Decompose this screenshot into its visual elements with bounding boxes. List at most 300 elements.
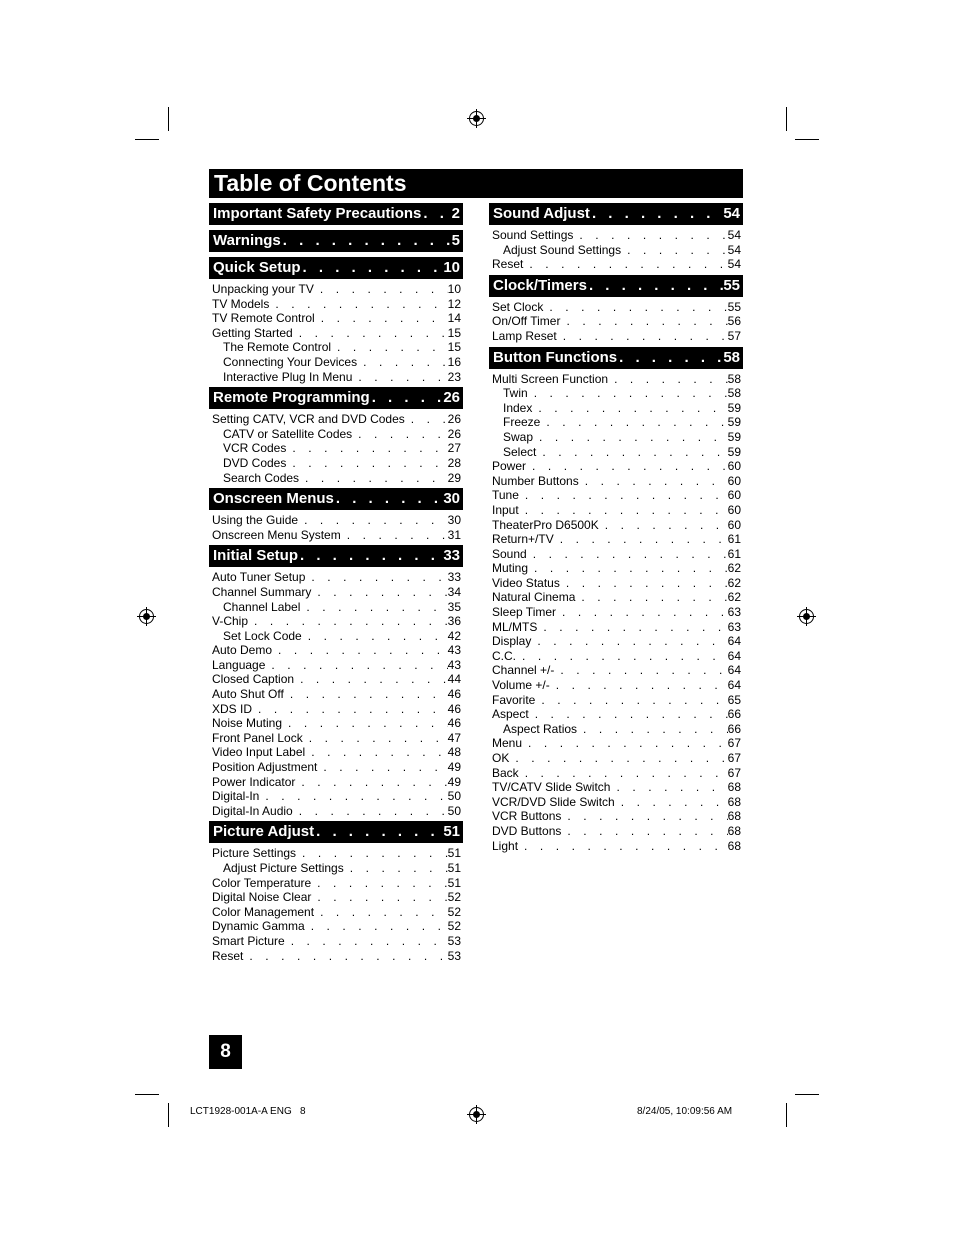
entry-label: Input <box>492 502 519 517</box>
toc-entry[interactable] <box>209 949 463 964</box>
entry-label: TheaterPro D6500K <box>492 517 599 532</box>
entry-label: Digital-In Audio <box>212 803 293 818</box>
toc-entry[interactable] <box>489 634 743 649</box>
toc-entry[interactable] <box>209 658 463 673</box>
toc-subentry[interactable] <box>489 401 743 416</box>
entry-page: 15 <box>447 325 461 340</box>
dot-leader <box>352 370 447 385</box>
entry-page: 60 <box>727 473 741 488</box>
entry-label: Set Lock Code <box>223 628 302 643</box>
dot-leader <box>528 561 728 576</box>
footer-left: LCT1928-001A-A ENG 8 <box>190 1106 306 1117</box>
dot-leader <box>543 300 727 315</box>
toc-entry[interactable] <box>489 532 743 547</box>
section-heading-label: Initial Setup <box>213 547 299 565</box>
toc-entry[interactable] <box>489 547 743 562</box>
dot-leader <box>285 934 448 949</box>
toc-subentry[interactable] <box>489 445 743 460</box>
entry-list <box>209 282 463 384</box>
entry-label: Auto Shut Off <box>212 687 284 702</box>
entry-page: 48 <box>447 745 461 760</box>
dot-leader <box>405 412 448 427</box>
toc-subentry[interactable] <box>489 386 743 401</box>
section-heading[interactable] <box>489 275 743 297</box>
entry-page: 61 <box>727 532 741 547</box>
toc-subentry[interactable] <box>209 861 463 876</box>
entry-page: 60 <box>727 517 741 532</box>
dot-leader <box>608 372 728 387</box>
entry-page: 29 <box>447 470 461 485</box>
entry-label: Number Buttons <box>492 473 579 488</box>
toc-entry[interactable] <box>209 282 463 297</box>
toc-entry[interactable] <box>489 693 743 708</box>
entry-page: 68 <box>727 809 741 824</box>
dot-leader <box>357 355 448 370</box>
entry-page: 43 <box>447 657 461 672</box>
dot-leader <box>550 678 728 693</box>
toc-entry[interactable] <box>209 731 463 746</box>
section-heading-label: Button Functions <box>493 348 618 366</box>
entry-list <box>209 513 463 542</box>
entry-page: 64 <box>727 648 741 663</box>
entry-page: 26 <box>447 412 461 427</box>
dot-leader <box>352 427 447 442</box>
dot-leader <box>286 456 447 471</box>
dot-leader <box>298 545 443 567</box>
entry-page: 56 <box>727 314 741 329</box>
entry-page: 68 <box>727 780 741 795</box>
toc-subentry[interactable] <box>209 355 463 370</box>
dot-leader <box>554 663 727 678</box>
entry-label: Dynamic Gamma <box>212 919 305 934</box>
entry-page: 59 <box>727 415 741 430</box>
toc-entry[interactable] <box>209 804 463 819</box>
entry-page: 66 <box>727 707 741 722</box>
toc-entry[interactable] <box>209 760 463 775</box>
toc-entry[interactable] <box>489 503 743 518</box>
entry-page: 46 <box>447 716 461 731</box>
toc-entry[interactable] <box>209 890 463 905</box>
dot-leader <box>305 919 448 934</box>
dot-leader <box>610 780 727 795</box>
entry-label: V-Chip <box>212 614 249 629</box>
dot-leader <box>516 649 728 664</box>
dot-leader <box>252 702 448 717</box>
section-heading[interactable] <box>209 488 463 510</box>
dot-leader <box>299 471 448 486</box>
entry-label: TV/CATV Slide Switch <box>492 780 611 795</box>
entry-label: Muting <box>492 561 529 576</box>
entry-list <box>489 228 743 272</box>
section-heading-label: Remote Programming <box>213 389 370 407</box>
dot-leader <box>617 347 723 369</box>
toc-entry[interactable] <box>489 824 743 839</box>
entry-page: 68 <box>727 823 741 838</box>
entry-label: Auto Demo <box>212 643 273 658</box>
entry-page: 61 <box>727 546 741 561</box>
footer-right: 8/24/05, 10:09:56 AM <box>637 1106 733 1117</box>
entry-list <box>209 846 463 963</box>
toc-entry[interactable] <box>489 620 743 635</box>
dot-leader <box>302 629 448 644</box>
entry-label: Natural Cinema <box>492 590 576 605</box>
toc-entry[interactable] <box>209 570 463 585</box>
toc-entry[interactable] <box>489 590 743 605</box>
dot-leader <box>561 809 727 824</box>
section-heading-page: 10 <box>443 259 460 276</box>
dot-leader <box>272 643 448 658</box>
entry-page: 14 <box>447 311 461 326</box>
entry-label: VCR Buttons <box>492 809 562 824</box>
toc-entry[interactable] <box>489 257 743 272</box>
dot-leader <box>519 766 728 781</box>
section-heading-page: 2 <box>451 205 460 222</box>
toc-entry[interactable] <box>489 605 743 620</box>
dot-leader <box>527 547 728 562</box>
toc-entry[interactable] <box>209 745 463 760</box>
entry-page: 51 <box>447 861 461 875</box>
entry-label: Video Status <box>492 575 560 590</box>
entry-page: 64 <box>727 663 741 678</box>
toc-entry[interactable] <box>489 707 743 722</box>
crop-mark <box>135 139 159 140</box>
entry-page: 42 <box>447 628 461 643</box>
toc-subentry[interactable] <box>209 629 463 644</box>
toc-entry[interactable] <box>209 716 463 731</box>
dot-leader <box>554 532 728 547</box>
dot-leader <box>557 329 728 344</box>
section-heading-page: 51 <box>443 823 460 841</box>
dot-leader <box>573 228 727 243</box>
entry-label: On/Off Timer <box>492 314 561 329</box>
section-heading[interactable] <box>489 347 743 369</box>
dot-leader <box>587 275 723 297</box>
toc-entry[interactable] <box>489 561 743 576</box>
toc-subentry[interactable] <box>489 415 743 430</box>
toc-entry[interactable] <box>209 643 463 658</box>
entry-label: Digital-In <box>212 789 260 804</box>
entry-page: 68 <box>727 794 741 809</box>
entry-page: 35 <box>447 599 461 614</box>
toc-entry[interactable] <box>489 809 743 824</box>
entry-label: Lamp Reset <box>492 328 557 343</box>
entry-label: Aspect Ratios <box>503 721 578 736</box>
section-heading-label: Picture Adjust <box>213 823 315 841</box>
entry-label: Auto Tuner Setup <box>212 570 306 585</box>
entry-label: TV Remote Control <box>212 311 315 326</box>
section-heading-label: Sound Adjust <box>493 205 590 222</box>
entry-page: 23 <box>447 369 461 384</box>
entry-label: Using the Guide <box>212 513 299 528</box>
crop-mark <box>168 1103 169 1127</box>
toc-entry[interactable] <box>209 412 463 427</box>
entry-page: 62 <box>727 575 741 590</box>
toc-entry[interactable] <box>489 678 743 693</box>
dot-leader <box>303 731 448 746</box>
toc-subentry[interactable] <box>209 471 463 486</box>
dot-leader <box>259 789 447 804</box>
toc-entry[interactable] <box>209 789 463 804</box>
section-spacer <box>209 252 463 254</box>
section-heading-label: Quick Setup <box>213 259 301 276</box>
toc-entry[interactable] <box>489 488 743 503</box>
toc-entry[interactable] <box>209 702 463 717</box>
dot-leader <box>286 441 447 456</box>
section-heading[interactable] <box>209 257 463 279</box>
dot-leader <box>248 614 448 629</box>
dot-leader <box>599 518 728 533</box>
entry-label: Sleep Timer <box>492 605 557 620</box>
toc-entry[interactable] <box>209 905 463 920</box>
section-heading[interactable] <box>209 387 463 409</box>
dot-leader <box>561 824 727 839</box>
toc-subentry[interactable] <box>209 441 463 456</box>
toc-entry[interactable] <box>209 513 463 528</box>
toc-entry[interactable] <box>209 919 463 934</box>
entry-label: Setting CATV, VCR and DVD Codes <box>212 412 405 427</box>
entry-label: Interactive Plug In Menu <box>223 369 353 384</box>
section-heading-page: 54 <box>723 205 740 222</box>
dot-leader <box>296 846 448 861</box>
entry-page: 54 <box>727 257 741 272</box>
entry-page: 33 <box>447 570 461 585</box>
toc-entry[interactable] <box>209 672 463 687</box>
toc-entry[interactable] <box>489 649 743 664</box>
entry-label: Connecting Your Devices <box>223 354 358 369</box>
registration-mark-icon <box>469 1107 484 1122</box>
toc-entry[interactable] <box>209 528 463 543</box>
entry-label: Getting Started <box>212 325 293 340</box>
toc-subentry[interactable] <box>209 600 463 615</box>
entry-label: CATV or Satellite Codes <box>223 426 353 441</box>
toc-entry[interactable] <box>209 585 463 600</box>
entry-page: 28 <box>447 455 461 470</box>
entry-page: 49 <box>447 774 461 789</box>
toc-subentry[interactable] <box>209 340 463 355</box>
entry-label: Tune <box>492 488 519 503</box>
entry-page: 59 <box>727 429 741 444</box>
entry-page: 55 <box>727 299 741 314</box>
section-heading-label: Onscreen Menus <box>213 490 334 508</box>
dot-leader <box>370 387 444 409</box>
entry-page: 31 <box>447 527 461 542</box>
toc-entry[interactable] <box>209 614 463 629</box>
toc-entry[interactable] <box>489 839 743 854</box>
toc-entry[interactable] <box>489 780 743 795</box>
toc-entry[interactable] <box>489 766 743 781</box>
section-heading[interactable] <box>209 230 463 252</box>
dot-leader <box>300 600 447 615</box>
dot-leader <box>311 585 447 600</box>
toc-entry[interactable] <box>209 934 463 949</box>
entry-page: 51 <box>447 875 461 890</box>
entry-page: 50 <box>447 803 461 818</box>
entry-label: Position Adjustment <box>212 760 318 775</box>
toc-subentry[interactable] <box>489 243 743 258</box>
entry-label: Swap <box>503 429 534 444</box>
dot-leader <box>269 297 447 312</box>
registration-mark-icon <box>469 111 484 126</box>
dot-leader <box>519 503 728 518</box>
entry-label: Reset <box>212 948 244 963</box>
registration-mark-icon <box>799 609 814 624</box>
dot-leader <box>301 257 444 279</box>
entry-page: 67 <box>727 765 741 780</box>
dot-leader <box>311 876 447 891</box>
entry-label: Power <box>492 459 527 474</box>
entry-page: 63 <box>727 605 741 620</box>
toc-subentry[interactable] <box>209 370 463 385</box>
entry-page: 67 <box>727 751 741 765</box>
dot-leader <box>243 949 447 964</box>
section-heading[interactable] <box>209 821 463 843</box>
toc-subentry[interactable] <box>209 456 463 471</box>
entry-page: 47 <box>447 730 461 745</box>
entry-label: Color Management <box>212 904 315 919</box>
entry-page: 52 <box>447 904 461 919</box>
crop-mark <box>135 1094 159 1095</box>
entry-page: 27 <box>447 441 461 456</box>
dot-leader <box>344 861 448 876</box>
toc-entry[interactable] <box>489 576 743 591</box>
toc-entry[interactable] <box>489 314 743 329</box>
dot-leader <box>518 839 728 854</box>
entry-label: Search Codes <box>223 470 300 485</box>
entry-label: Sound Settings <box>492 228 574 242</box>
dot-leader <box>317 760 447 775</box>
toc-entry[interactable] <box>209 876 463 891</box>
entry-label: Unpacking your TV <box>212 282 314 296</box>
toc-subentry[interactable] <box>209 427 463 442</box>
toc-left-column <box>209 200 463 966</box>
entry-page: 51 <box>447 846 461 861</box>
toc-entry[interactable] <box>209 846 463 861</box>
entry-label: DVD Codes <box>223 455 287 470</box>
crop-mark <box>786 107 787 131</box>
dot-leader <box>560 576 728 591</box>
entry-label: Closed Caption <box>212 672 295 687</box>
section-heading-label: Important Safety Precautions <box>213 205 422 222</box>
entry-label: The Remote Control <box>223 340 332 355</box>
entry-label: Volume +/- <box>492 678 550 693</box>
entry-label: Favorite <box>492 692 536 707</box>
entry-label: Menu <box>492 736 523 751</box>
entry-page: 46 <box>447 701 461 716</box>
entry-label: Channel +/- <box>492 663 555 678</box>
toc-entry[interactable] <box>209 775 463 790</box>
entry-label: Noise Muting <box>212 716 283 731</box>
entry-page: 57 <box>727 328 741 343</box>
toc-entry[interactable] <box>489 751 743 766</box>
toc-entry[interactable] <box>489 459 743 474</box>
dot-leader <box>529 707 728 722</box>
dot-leader <box>590 203 723 225</box>
entry-label: VCR/DVD Slide Switch <box>492 794 615 809</box>
section-heading[interactable] <box>209 545 463 567</box>
toc-entry[interactable] <box>209 326 463 341</box>
entry-label: Return+/TV <box>492 532 554 547</box>
entry-list <box>489 300 743 344</box>
section-heading-page: 55 <box>723 276 740 294</box>
dot-leader <box>621 243 728 258</box>
entry-label: Video Input Label <box>212 745 306 760</box>
entry-page: 66 <box>727 721 741 736</box>
dot-leader <box>331 340 448 355</box>
toc-entry[interactable] <box>209 311 463 326</box>
dot-leader <box>298 513 448 528</box>
page-number-badge: 8 <box>209 1035 242 1069</box>
dot-leader <box>294 672 448 687</box>
entry-label: Adjust Picture Settings <box>223 861 344 875</box>
entry-label: Select <box>503 444 537 459</box>
dot-leader <box>295 775 447 790</box>
dot-leader <box>560 314 727 329</box>
toc-subentry[interactable] <box>489 722 743 737</box>
entry-page: 16 <box>447 354 461 369</box>
entry-label: TV Models <box>212 296 270 311</box>
toc-entry[interactable] <box>489 372 743 387</box>
dot-leader <box>536 445 727 460</box>
entry-label: Light <box>492 838 519 853</box>
toc-subentry[interactable] <box>489 430 743 445</box>
section-heading-page: 33 <box>443 547 460 565</box>
entry-page: 53 <box>447 948 461 963</box>
entry-list <box>209 412 463 485</box>
dot-leader <box>519 488 728 503</box>
entry-page: 10 <box>447 282 461 296</box>
toc-entry[interactable] <box>489 663 743 678</box>
section-heading-label: Warnings <box>213 232 281 249</box>
entry-label: Adjust Sound Settings <box>503 242 622 257</box>
toc-entry[interactable] <box>489 795 743 810</box>
entry-page: 59 <box>727 444 741 459</box>
entry-label: VCR Codes <box>223 441 287 456</box>
entry-page: 15 <box>447 340 461 355</box>
toc-entry[interactable] <box>489 736 743 751</box>
entry-page: 68 <box>727 838 741 853</box>
entry-label: Reset <box>492 257 524 272</box>
entry-page: 58 <box>727 386 741 401</box>
entry-label: XDS ID <box>212 701 253 716</box>
entry-page: 58 <box>727 371 741 386</box>
entry-label: Twin <box>503 386 528 401</box>
dot-leader <box>293 804 448 819</box>
toc-entry[interactable] <box>489 228 743 243</box>
toc-entry[interactable] <box>489 300 743 315</box>
entry-label: Back <box>492 765 519 780</box>
toc-entry[interactable] <box>489 329 743 344</box>
entry-page: 34 <box>447 584 461 599</box>
entry-page: 64 <box>727 634 741 649</box>
entry-label: Channel Summary <box>212 584 312 599</box>
dot-leader <box>311 890 447 905</box>
dot-leader <box>315 311 448 326</box>
section-heading[interactable] <box>489 203 743 225</box>
entry-page: 54 <box>727 242 741 257</box>
entry-page: 52 <box>447 890 461 905</box>
entry-page: 46 <box>447 687 461 702</box>
section-heading[interactable] <box>209 203 463 225</box>
entry-label: Power Indicator <box>212 774 296 789</box>
entry-label: ML/MTS <box>492 619 538 634</box>
toc-entry[interactable] <box>209 297 463 312</box>
dot-leader <box>314 821 443 843</box>
toc-entry[interactable] <box>209 687 463 702</box>
toc-entry[interactable] <box>489 474 743 489</box>
registration-mark-icon <box>139 609 154 624</box>
dot-leader <box>535 693 727 708</box>
toc-entry[interactable] <box>489 518 743 533</box>
